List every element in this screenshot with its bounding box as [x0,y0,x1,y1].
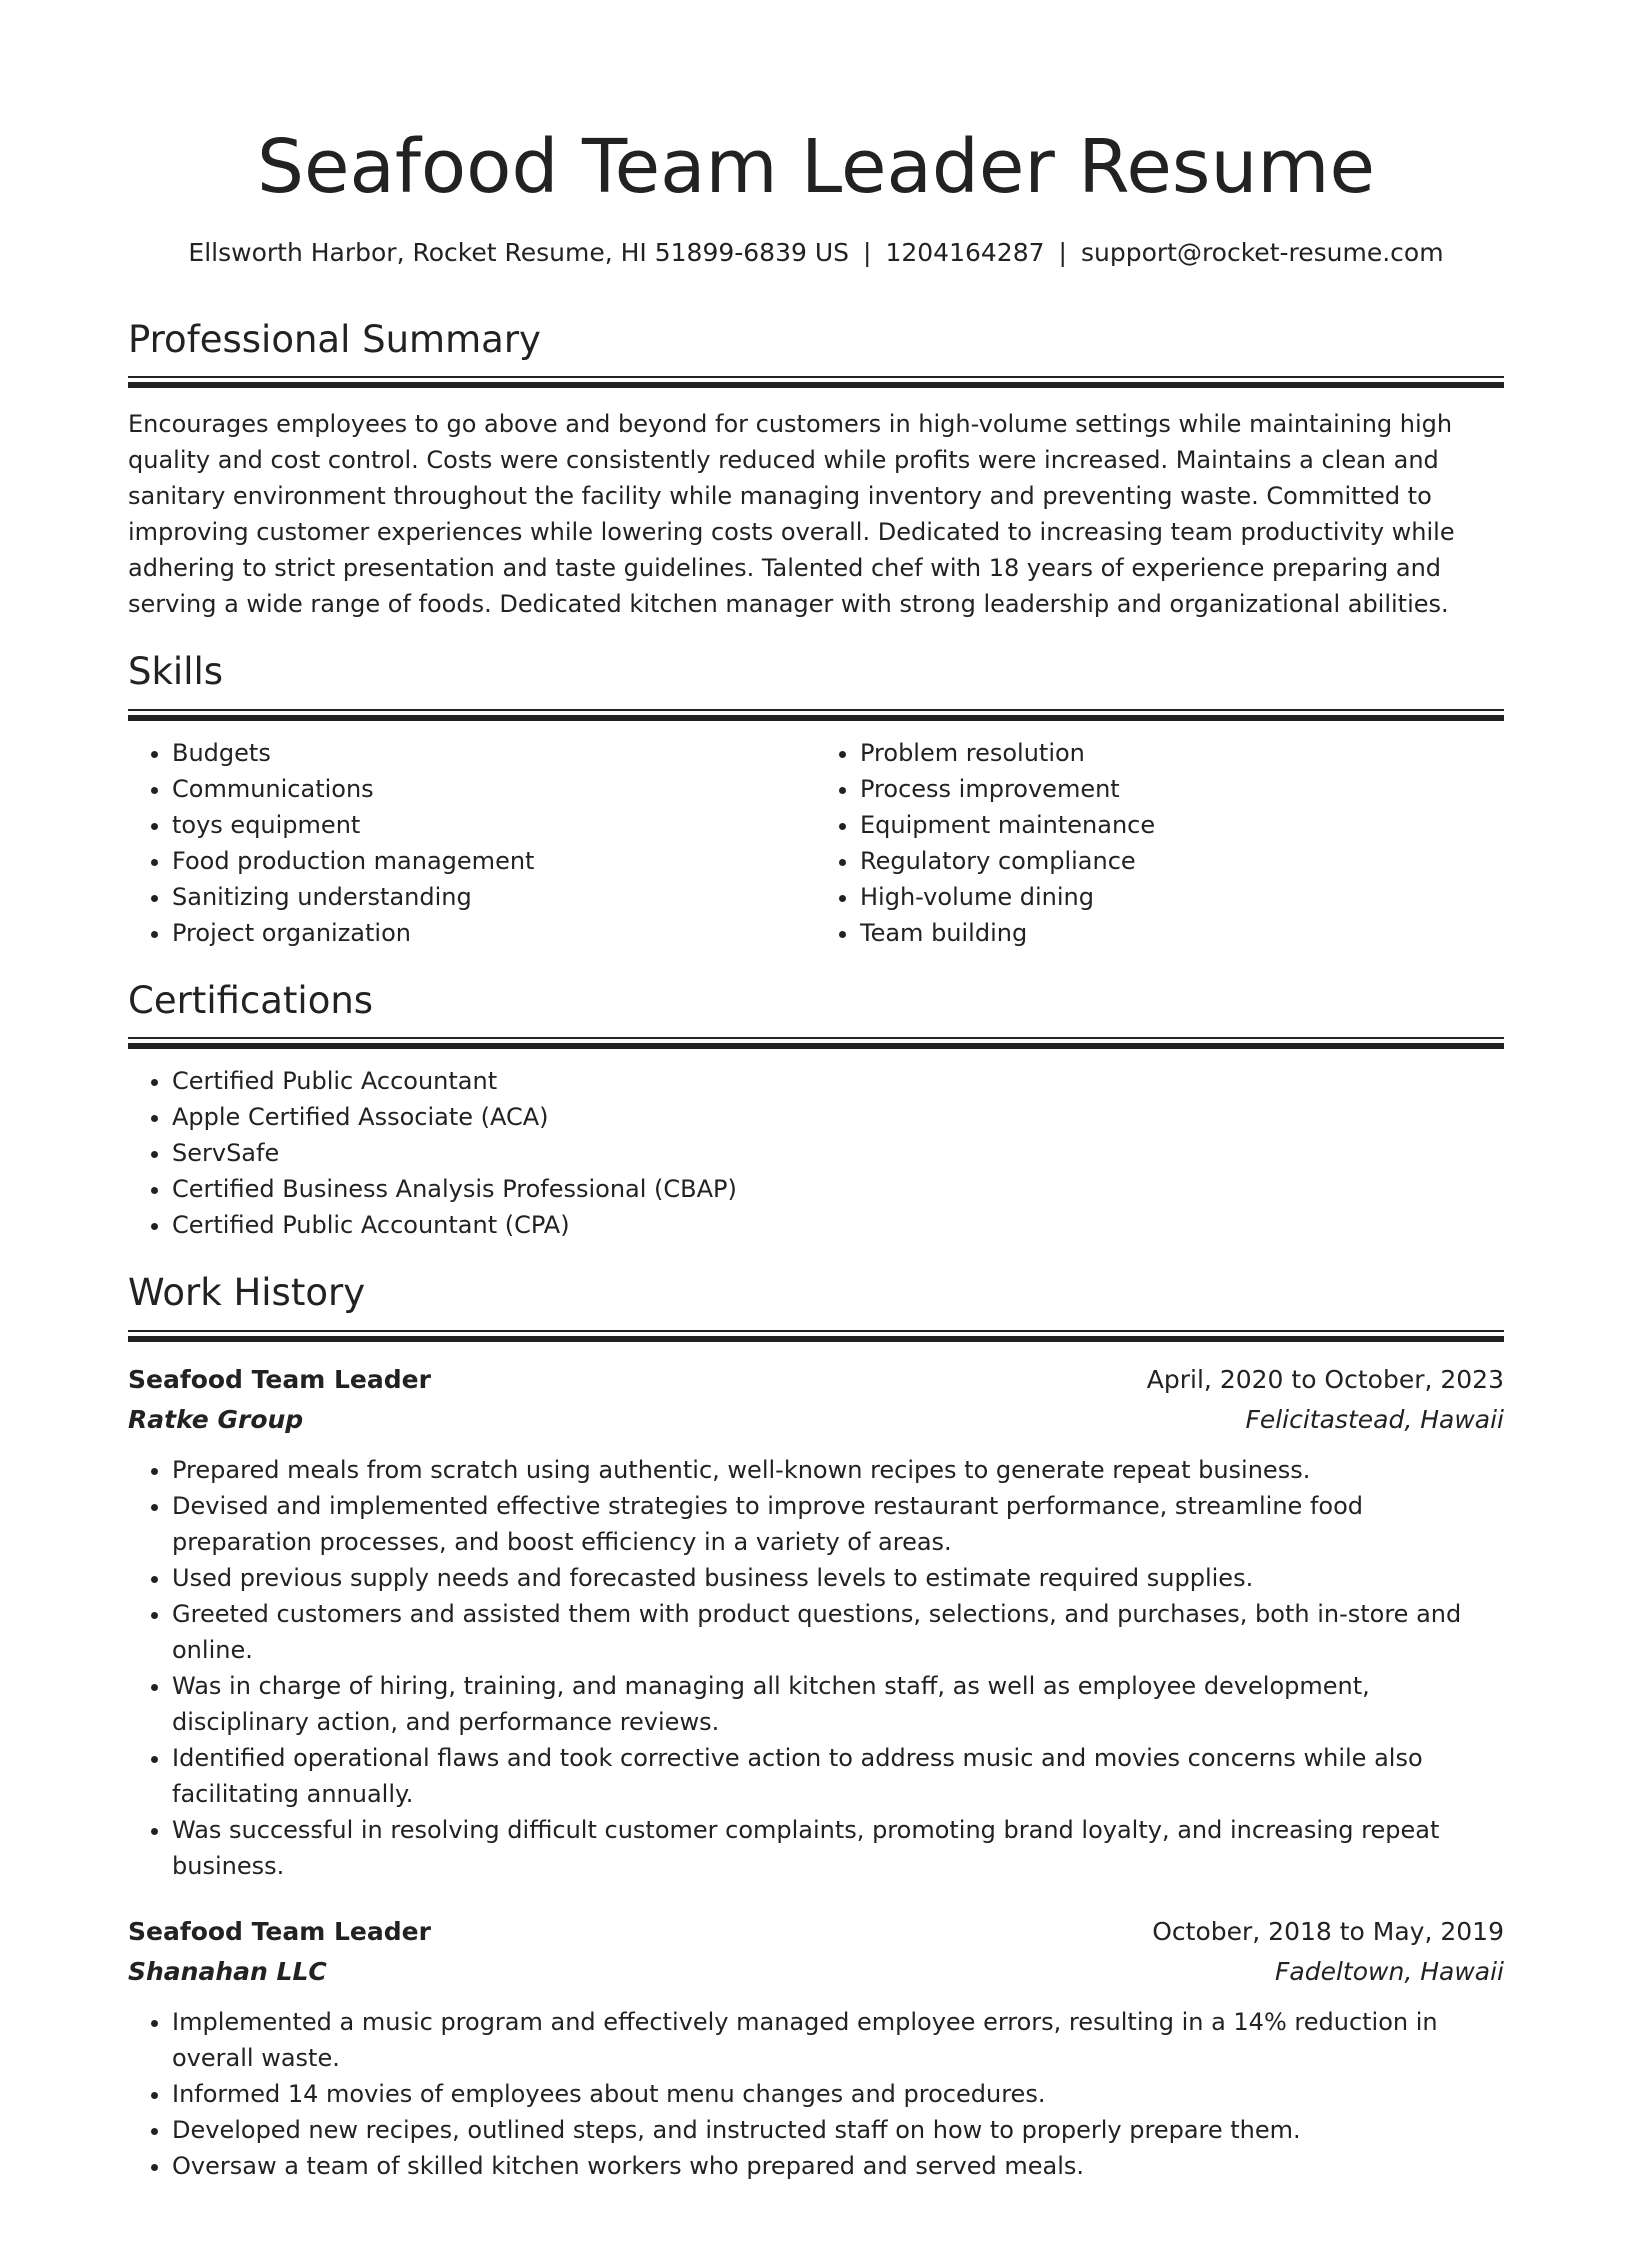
list-item: • Team building [860,915,1504,951]
list-item: • High-volume dining [860,879,1504,915]
section-heading-summary: Professional Summary [128,318,541,361]
list-item: • Was in charge of hiring, training, and managing all kitchen staff, as well as employee development, disciplinary action, and performance reviews. [172,1668,1504,1740]
job-bullets [128,1452,1504,1884]
list-item: • Process improvement [860,771,1504,807]
list-item: • Certified Business Analysis Professional (CBAP) [172,1171,1504,1207]
list-item: • Prepared meals from scratch using authentic, well-known recipes to generate repeat business. [172,1452,1504,1488]
list-item: • Implemented a music program and effectively managed employee errors, resulting in a 14% reduction in overall waste. [172,2004,1504,2076]
job-entry [128,1360,1504,1884]
section-heading-skills: Skills [128,650,224,694]
job-entry [128,1912,1504,2184]
list-item: • Oversaw a team of skilled kitchen workers who prepared and served meals. [172,2148,1504,2184]
job-location: Fadeltown, Hawaii [1275,1956,1504,1986]
list-item: • Greeted customers and assisted them with product questions, selections, and purchases, both in-store and online. [172,1596,1504,1668]
address: Ellsworth Harbor, Rocket Resume, HI 51899-6839 US [188,238,850,267]
job-header [128,1360,1504,1400]
list-item: • Apple Certified Associate (ACA) [172,1099,1504,1135]
work-history-section [128,1271,1504,2183]
summary-section [128,318,1504,622]
job-subheader [128,1952,1504,1992]
page-title: Seafood Team Leader Resume [257,124,1375,210]
skills-section [128,650,1504,950]
skills-list-right [816,735,1504,951]
summary-text: Encourages employees to go above and beyond for customers in high-volume settings while maintaining high quality and cost control. Costs were consistently reduced while profits were increased. Maintains a clean and sanitary environment throughout the facility while managing inventory and preventing waste. Committed to improving customer experiences while lowering costs overall. Dedicated to increasing team productivity while adhering to strict presentation and taste guidelines. Talented chef with 18 years of experience preparing and serving a wide range of foods. Dedicated kitchen manager with strong leadership and organizational abilities. [128,410,1455,619]
list-item: • ServSafe [172,1135,1504,1171]
phone: 1204164287 [885,238,1045,267]
contact-line [128,238,1504,268]
list-item: • Food production management [172,843,816,879]
email: support@rocket-resume.com [1080,238,1444,267]
job-location: Felicitastead, Hawaii [1245,1404,1504,1434]
job-dates: October, 2018 to May, 2019 [1152,1916,1504,1946]
resume-page [0,124,1632,2242]
section-divider [128,376,1504,388]
list-item: • Certified Public Accountant [172,1063,1504,1099]
list-item: • Developed new recipes, outlined steps, and instructed staff on how to properly prepare them. [172,2112,1504,2148]
job-bullets [128,2004,1504,2184]
list-item: • Identified operational flaws and took corrective action to address music and movies concerns while also facilitating annually. [172,1740,1504,1812]
list-item: • Problem resolution [860,735,1504,771]
list-item: • Regulatory compliance [860,843,1504,879]
job-company: Shanahan LLC [128,1956,327,1986]
skills-grid [128,721,1504,951]
section-divider [128,1330,1504,1342]
list-item: • Equipment maintenance [860,807,1504,843]
list-item: • Project organization [172,915,816,951]
job-dates: April, 2020 to October, 2023 [1146,1364,1504,1394]
certifications-section [128,979,1504,1243]
list-item: • Communications [172,771,816,807]
list-item: • toys equipment [172,807,816,843]
section-heading-certifications: Certifications [128,978,374,1022]
list-item: • Was successful in resolving difficult customer complaints, promoting brand loyalty, and increasing repeat business. [172,1812,1504,1884]
job-title: Seafood Team Leader [128,1916,431,1946]
separator: | [1058,238,1067,267]
list-item: • Informed 14 movies of employees about menu changes and procedures. [172,2076,1504,2112]
section-divider [128,709,1504,721]
list-item: • Budgets [172,735,816,771]
skills-list-left [128,735,816,951]
job-company: Ratke Group [128,1404,304,1434]
list-item: • Devised and implemented effective strategies to improve restaurant performance, streamline food preparation processes, and boost efficiency in a variety of areas. [172,1488,1504,1560]
list-item: • Used previous supply needs and forecasted business levels to estimate required supplies. [172,1560,1504,1596]
section-heading-work-history: Work History [128,1271,366,1315]
certifications-list [128,1063,1504,1243]
job-subheader [128,1400,1504,1440]
list-item: • Certified Public Accountant (CPA) [172,1207,1504,1243]
job-header [128,1912,1504,1952]
list-item: • Sanitizing understanding [172,879,816,915]
section-divider [128,1037,1504,1049]
job-title: Seafood Team Leader [128,1364,431,1394]
separator: | [863,238,872,267]
